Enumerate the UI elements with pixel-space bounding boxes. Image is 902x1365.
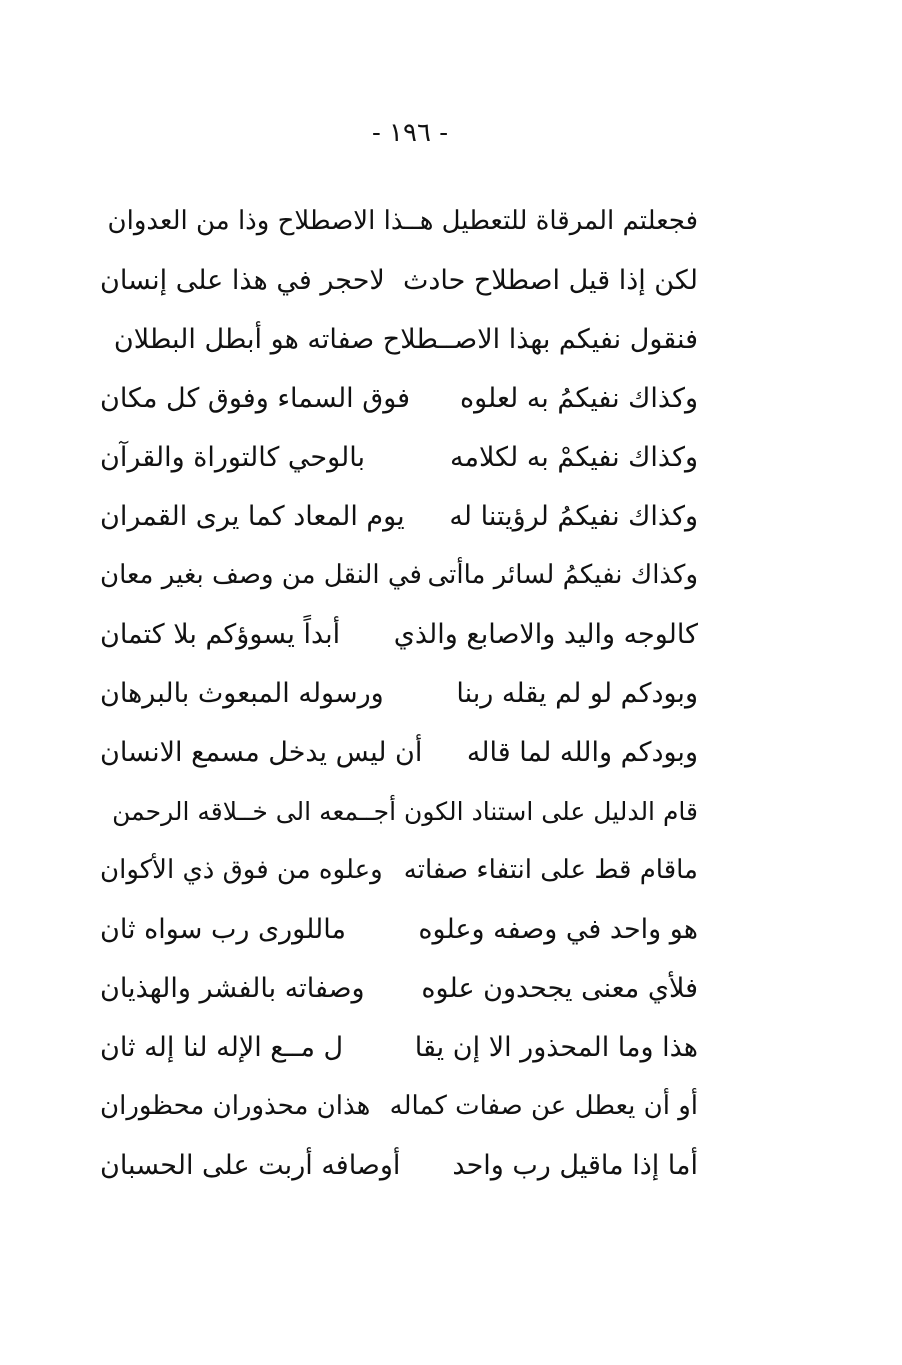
verse-hemistich-first: فجعلتم المرقاة للتعطيل هــذا الاصطلاح وذا من العدوان: [107, 206, 698, 236]
verse-line: [100, 251, 698, 310]
verse-line: [100, 900, 698, 959]
verse-hemistich-first: أو أن يعطل عن صفات كماله: [389, 1091, 698, 1121]
verse-hemistich-second: أن ليس يدخل مسمع الانسان: [100, 737, 423, 768]
poem-verses: [100, 192, 698, 1195]
verse-hemistich-first: ماقام قط على انتفاء صفاته: [403, 855, 698, 885]
verse-line: [100, 428, 698, 487]
verse-hemistich-second: فوق السماء وفوق كل مكان: [100, 383, 411, 414]
verse-line: [100, 192, 698, 251]
page-number: - ١٩٦ -: [371, 118, 449, 148]
verse-hemistich-first: أما إذا ماقيل رب واحد: [452, 1150, 698, 1181]
verse-line: [100, 605, 698, 664]
verse-line: [100, 723, 698, 782]
verse-line: [100, 959, 698, 1018]
verse-hemistich-first: قام الدليل على استناد الكون أجــمعه الى خــلاقه الرحمن: [112, 797, 698, 826]
verse-line: [100, 546, 698, 605]
verse-line: [100, 1077, 698, 1136]
verse-hemistich-first: هو واحد في وصفه وعلوه: [418, 914, 698, 945]
verse-hemistich-second: وصفاته بالفشر والهذيان: [100, 973, 365, 1004]
verse-hemistich-second: لاحجر في هذا على إنسان: [100, 265, 385, 296]
verse-hemistich-first: وكذاك نفيكمُ لرؤيتنا له: [449, 501, 698, 532]
verse-line: [100, 841, 698, 900]
verse-hemistich-first: فنقول نفيكم بهذا الاصــطلاح صفاته هو أبطل البطلان: [113, 324, 698, 355]
verse-hemistich-second: أبداً يسوؤكم بلا كتمان: [100, 619, 341, 650]
verse-line: [100, 369, 698, 428]
verse-hemistich-second: في النقل من وصف بغير معان: [100, 560, 422, 590]
verse-hemistich-first: وبودكم والله لما قاله: [466, 737, 698, 768]
verse-hemistich-second: ل مــع الإله لنا إله ثان: [100, 1032, 344, 1063]
verse-hemistich-first: هذا وما المحذور الا إن يقا: [414, 1032, 698, 1063]
verse-hemistich-second: ورسوله المبعوث بالبرهان: [100, 678, 384, 709]
verse-line: [100, 664, 698, 723]
verse-hemistich-second: بالوحي كالتوراة والقرآن: [100, 442, 366, 473]
verse-line: [100, 1136, 698, 1195]
verse-hemistich-first: وكذاك نفيكمُ لسائر ماأتى: [427, 560, 698, 590]
verse-hemistich-first: فلأي معنى يجحدون علوه: [421, 973, 698, 1004]
verse-hemistich-second: هذان محذوران محظوران: [100, 1091, 371, 1121]
verse-hemistich-first: وكذاك نفيكمُ به لعلوه: [459, 383, 698, 414]
verse-hemistich-first: لكن إذا قيل اصطلاح حادث: [402, 265, 698, 296]
verse-hemistich-second: أوصافه أربت على الحسبان: [100, 1150, 401, 1181]
verse-line: [100, 1018, 698, 1077]
verse-hemistich-first: وبودكم لو لم يقله ربنا: [456, 678, 698, 709]
verse-hemistich-second: ماللورى رب سواه ثان: [100, 914, 346, 945]
verse-hemistich-first: وكذاك نفيكمْ به لكلامه: [450, 442, 698, 473]
verse-line: [100, 310, 698, 369]
verse-line: [100, 782, 698, 841]
verse-hemistich-second: يوم المعاد كما يرى القمران: [100, 501, 405, 532]
verse-hemistich-first: كالوجه واليد والاصابع والذي: [393, 619, 698, 650]
verse-line: [100, 487, 698, 546]
verse-hemistich-second: وعلوه من فوق ذي الأكوان: [100, 855, 383, 885]
